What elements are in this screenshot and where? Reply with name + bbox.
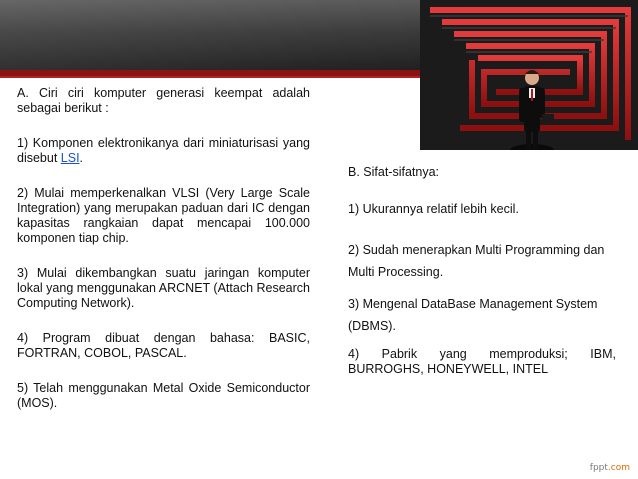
left-column	[17, 86, 310, 431]
section-a-item-2: 2) Mulai memperkenalkan VLSI (Very Large Scale Integration) yang merupakan paduan dari IC dengan kapasitas rangkaian dapat mencapai 100.000 komponen tiap chip.	[17, 186, 310, 245]
section-a-item-4: 4) Program dibuat dengan bahasa: BASIC, FORTRAN, COBOL, PASCAL.	[17, 331, 310, 360]
section-b-item-2: 2) Sudah menerapkan Multi Programming dan Multi Processing.	[348, 243, 605, 279]
section-b-item-4: 4) Pabrik yang memproduksi; IBM, BURROGHS, HONEYWELL, INTEL	[348, 347, 616, 376]
section-a-item-1	[17, 136, 310, 166]
section-a-item-3: 3) Mulai dikembangkan suatu jaringan komputer lokal yang menggunakan ARCNET (Attach Research Computing Network).	[17, 266, 310, 310]
fppt-logo-suffix: .com	[607, 463, 630, 473]
fppt-logo-name: fppt	[589, 463, 608, 473]
section-a-item-1-text: 1) Komponen elektronikanya dari miniaturisasi yang disebut	[17, 136, 310, 165]
lsi-link[interactable]: LSI	[60, 151, 80, 165]
section-a-heading: A. Ciri ciri komputer generasi keempat adalah sebagai berikut :	[17, 86, 310, 115]
section-b-item-3: 3) Mengenal DataBase Management System (DBMS).	[348, 297, 598, 333]
header-shine	[0, 0, 460, 70]
maze-illustration-icon	[420, 0, 638, 150]
fppt-logo	[590, 463, 630, 473]
section-a-item-1-end: .	[79, 151, 84, 165]
section-b-heading: B. Sifat-sifatnya:	[348, 165, 440, 179]
section-a-item-5: 5) Telah menggunakan Metal Oxide Semiconductor (MOS).	[17, 381, 310, 410]
section-b-item-1: 1) Ukurannya relatif lebih kecil.	[348, 202, 519, 216]
right-column	[348, 165, 616, 395]
